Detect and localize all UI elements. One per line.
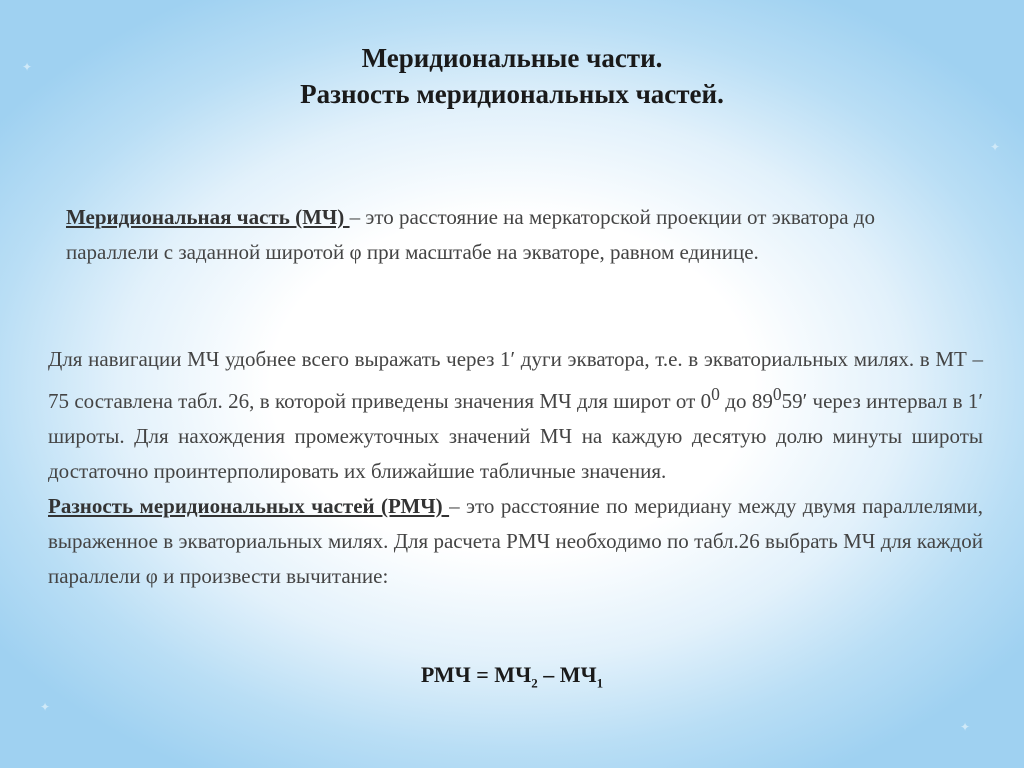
paragraph-navigation-part1: Для навигации МЧ удобнее всего выражать через 1′ дуги экватора, т.е. в экваториальных милях. в МТ – 75 составлена табл. 26, в которой приведены значения МЧ для широт от 0	[48, 347, 983, 413]
rmch-text: – это расстояние по меридиану между двумя параллелями, выраженное в экваториальных милях. Для расчета РМЧ необходимо по табл.26 выбрать МЧ для каждой параллели φ и произвести вычитание:	[48, 494, 983, 588]
degree-sup-1: 0	[711, 384, 720, 404]
degree-sup-2: 0	[772, 384, 782, 404]
title-line-1: Меридиональные части.	[361, 43, 663, 73]
title-line-2: Разность меридиональных частей.	[300, 79, 724, 109]
formula-lhs: РМЧ = МЧ	[420, 662, 532, 687]
slide-title	[0, 40, 1024, 112]
paragraph-navigation-part2: до 89	[719, 389, 773, 413]
decoration-star-icon: ✦	[960, 720, 971, 734]
body-text	[48, 342, 983, 594]
decoration-star-icon: ✦	[990, 140, 1001, 154]
paragraph-navigation-part3: 59′ через интервал в 1′ широты. Для нахождения промежуточных значений МЧ на каждую десятую долю минуты широты достаточно проинтерполировать их ближайшие табличные значения.	[48, 389, 983, 483]
decoration-star-icon: ✦	[22, 60, 33, 74]
formula-mid: – МЧ	[537, 662, 597, 687]
definition-term: Меридиональная часть (МЧ)	[66, 205, 350, 229]
definition-block	[66, 200, 966, 270]
paragraph-rmch	[48, 489, 983, 594]
paragraph-navigation	[48, 342, 983, 489]
formula-sub-1: 1	[596, 675, 604, 691]
decoration-star-icon: ✦	[40, 700, 51, 714]
formula	[0, 660, 1024, 698]
rmch-term: Разность меридиональных частей (РМЧ)	[48, 494, 450, 518]
definition-text: – это расстояние на меркаторской проекции от экватора до параллели с заданной широтой φ при масштабе на экваторе, равном единице.	[66, 205, 875, 264]
formula-sub-2: 2	[531, 675, 538, 691]
